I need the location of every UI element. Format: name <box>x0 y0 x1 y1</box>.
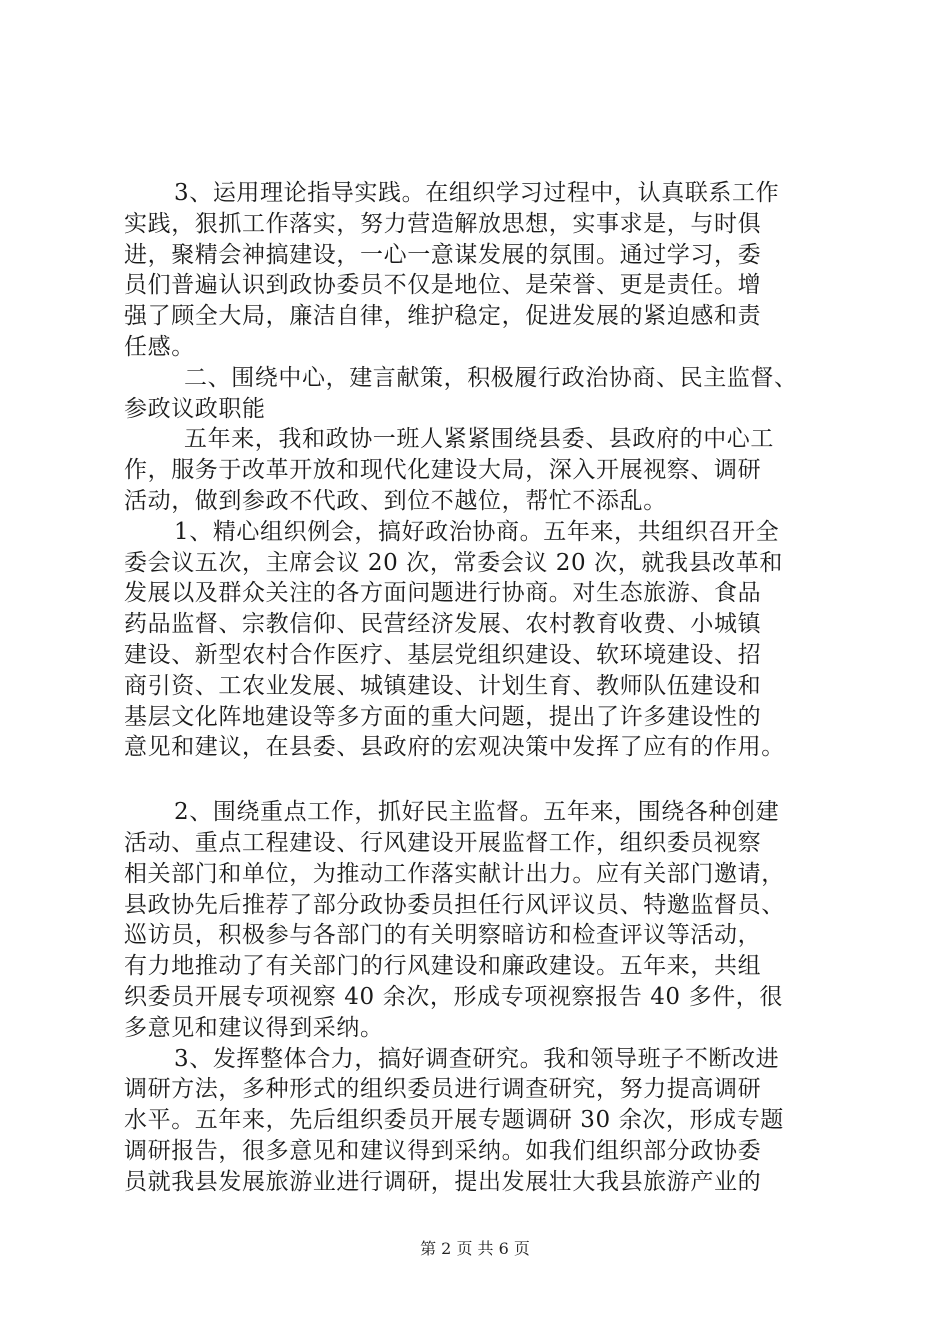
paragraph-line: 织委员开展专项视察 40 余次，形成专项视察报告 40 多件，很 <box>124 983 783 1010</box>
paragraph-line: 水平。五年来，先后组织委员开展专题调研 30 余次，形成专题 <box>124 1107 784 1134</box>
paragraph-line: 进，聚精会神搞建设，一心一意谋发展的氛围。通过学习，委 <box>124 241 762 268</box>
paragraph-line: 调研方法，多种形式的组织委员进行调查研究，努力提高调研 <box>124 1076 762 1103</box>
paragraph-line: 巡访员，积极参与各部门的有关明察暗访和检查评议等活动， <box>124 922 762 949</box>
section-heading-line: 二、围绕中心，建言献策，积极履行政治协商、民主监督、 <box>184 364 798 391</box>
paragraph-line: 多意见和建议得到采纳。 <box>124 1014 384 1041</box>
paragraph-line: 3、运用理论指导实践。在组织学习过程中，认真联系工作 <box>174 180 780 206</box>
paragraph-line: 有力地推动了有关部门的行风建设和廉政建设。五年来，共组 <box>124 953 762 980</box>
paragraph-line: 调研报告，很多意见和建议得到采纳。如我们组织部分政协委 <box>124 1137 762 1164</box>
paragraph-line: 强了顾全大局，廉洁自律，维护稳定，促进发展的紧迫感和责 <box>124 303 762 330</box>
paragraph-line: 2、围绕重点工作，抓好民主监督。五年来，围绕各种创建 <box>174 799 780 826</box>
paragraph-line: 活动，做到参政不代政、到位不越位，帮忙不添乱。 <box>124 487 667 514</box>
paragraph-line: 1、精心组织例会，搞好政治协商。五年来，共组织召开全 <box>174 518 780 545</box>
document-body <box>124 178 836 1198</box>
paragraph-line: 实践，狠抓工作落实，努力营造解放思想，实事求是，与时俱 <box>124 210 762 237</box>
paragraph-line: 作，服务于改革开放和现代化建设大局，深入开展视察、调研 <box>124 457 762 484</box>
paragraph-line: 意见和建议，在县委、县政府的宏观决策中发挥了应有的作用。 <box>124 734 785 761</box>
page-number-footer: 第 2 页 共 6 页 <box>420 1239 530 1258</box>
paragraph-line: 商引资、工农业发展、城镇建设、计划生育、教师队伍建设和 <box>124 672 762 699</box>
paragraph-gap <box>124 763 836 797</box>
paragraph-line: 基层文化阵地建设等多方面的重大问题，提出了许多建设性的 <box>124 703 762 730</box>
paragraph-line: 药品监督、宗教信仰、民营经济发展、农村教育收费、小城镇 <box>124 611 762 638</box>
paragraph-line: 员们普遍认识到政协委员不仅是地位、是荣誉、更是责任。增 <box>124 272 762 299</box>
paragraph-line: 县政协先后推荐了部分政协委员担任行风评议员、特邀监督员、 <box>124 891 785 918</box>
paragraph-line: 3、发挥整体合力，搞好调查研究。我和领导班子不断改进 <box>174 1045 780 1072</box>
paragraph-line: 五年来，我和政协一班人紧紧围绕县委、县政府的中心工 <box>184 426 774 453</box>
paragraph-line: 员就我县发展旅游业进行调研，提出发展壮大我县旅游产业的 <box>124 1168 762 1195</box>
paragraph-line: 相关部门和单位，为推动工作落实献计出力。应有关部门邀请， <box>124 860 785 887</box>
paragraph-line: 委会议五次，主席会议 20 次，常委会议 20 次，就我县改革和 <box>124 549 783 576</box>
paragraph-line: 任感。 <box>124 333 195 360</box>
paragraph-line: 建设、新型农村合作医疗、基层党组织建设、软环境建设、招 <box>124 641 762 668</box>
section-heading-line: 参政议政职能 <box>124 395 266 422</box>
paragraph-line: 活动、重点工程建设、行风建设开展监督工作，组织委员视察 <box>124 829 762 856</box>
paragraph-line: 发展以及群众关注的各方面问题进行协商。对生态旅游、食品 <box>124 580 762 607</box>
